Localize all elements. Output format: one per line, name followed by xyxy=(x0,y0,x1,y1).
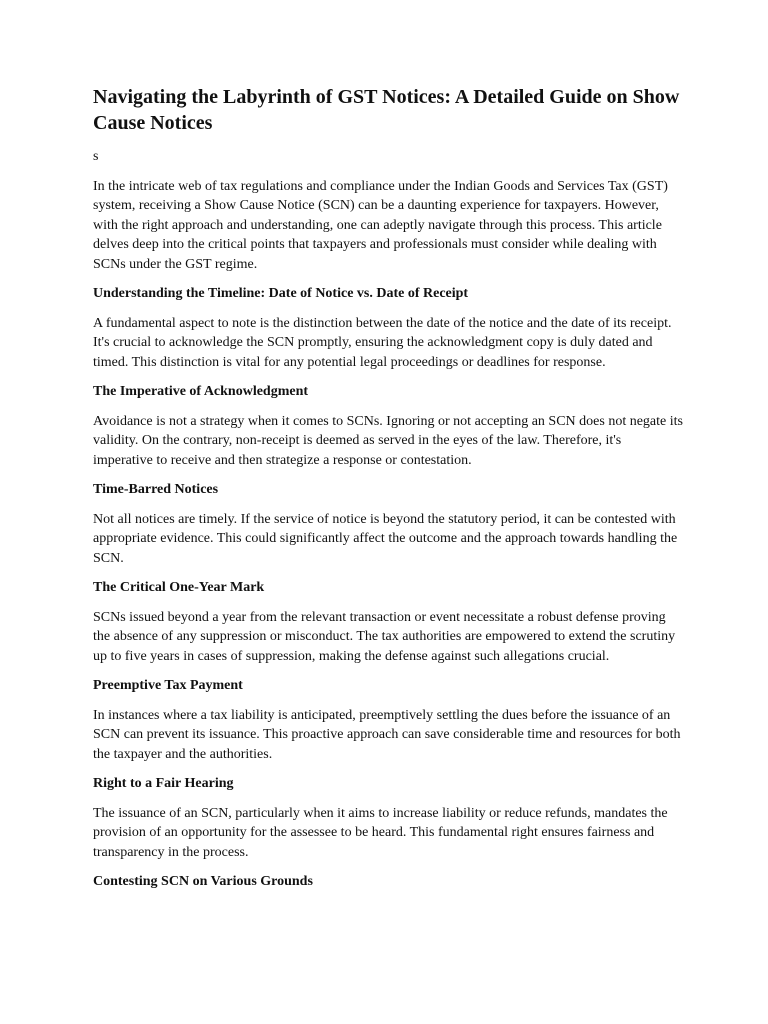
section-one-year-mark xyxy=(93,578,683,666)
section-heading: The Critical One-Year Mark xyxy=(93,580,265,595)
section-heading: Preemptive Tax Payment xyxy=(93,678,243,693)
section-contesting xyxy=(93,872,683,892)
section-body: Not all notices are timely. If the service of notice is beyond the statutory period, it can be contested with appropriate evidence. This could significantly affect the outcome and the approach towards handling the SCN. xyxy=(93,511,678,566)
section-heading: Understanding the Timeline: Date of Notice vs. Date of Receipt xyxy=(93,286,469,301)
section-body: The issuance of an SCN, particularly when it aims to increase liability or reduce refunds, mandates the provision of an opportunity for the assessee to be heard. This fundamental right ensures fairness and transparency in the process. xyxy=(93,805,668,860)
document-title: Navigating the Labyrinth of GST Notices: A Detailed Guide on Show Cause Notices xyxy=(93,86,680,134)
section-heading: Time-Barred Notices xyxy=(93,482,219,497)
intro-paragraph: In the intricate web of tax regulations and compliance under the Indian Goods and Services Tax (GST) system, receiving a Show Cause Notice (SCN) can be a daunting experience for taxpayers. However, with the right approach and understanding, one can adeptly navigate through this process. This article delves deep into the critical points that taxpayers and professionals must consider while dealing with SCNs under the GST regime. xyxy=(93,178,668,272)
stray-character: s xyxy=(93,149,99,164)
section-preemptive-payment xyxy=(93,676,683,764)
section-body: In instances where a tax liability is anticipated, preemptively settling the dues before the issuance of an SCN can prevent its issuance. This proactive approach can save considerable time and resources for both the taxpayer and the authorities. xyxy=(93,707,681,762)
section-time-barred xyxy=(93,480,683,568)
section-fair-hearing xyxy=(93,774,683,862)
section-acknowledgment xyxy=(93,382,683,470)
section-body: Avoidance is not a strategy when it comes to SCNs. Ignoring or not accepting an SCN does not negate its validity. On the contrary, non-receipt is deemed as served in the eyes of the law. Therefore, it's imperative to receive and then strategize a response or contestation. xyxy=(93,413,683,468)
document-page xyxy=(93,84,683,902)
section-heading: The Imperative of Acknowledgment xyxy=(93,384,309,399)
section-body: SCNs issued beyond a year from the relevant transaction or event necessitate a robust defense proving the absence of any suppression or misconduct. The tax authorities are empowered to extend the scrutiny up to five years in cases of suppression, making the defense against such allegations crucial. xyxy=(93,609,676,664)
section-timeline xyxy=(93,284,683,372)
section-heading: Contesting SCN on Various Grounds xyxy=(93,874,313,889)
section-heading: Right to a Fair Hearing xyxy=(93,776,234,791)
section-body: A fundamental aspect to note is the distinction between the date of the notice and the date of its receipt. It's crucial to acknowledge the SCN promptly, ensuring the acknowledgment copy is duly dated and timed. This distinction is vital for any potential legal proceedings or deadlines for response. xyxy=(93,315,672,370)
